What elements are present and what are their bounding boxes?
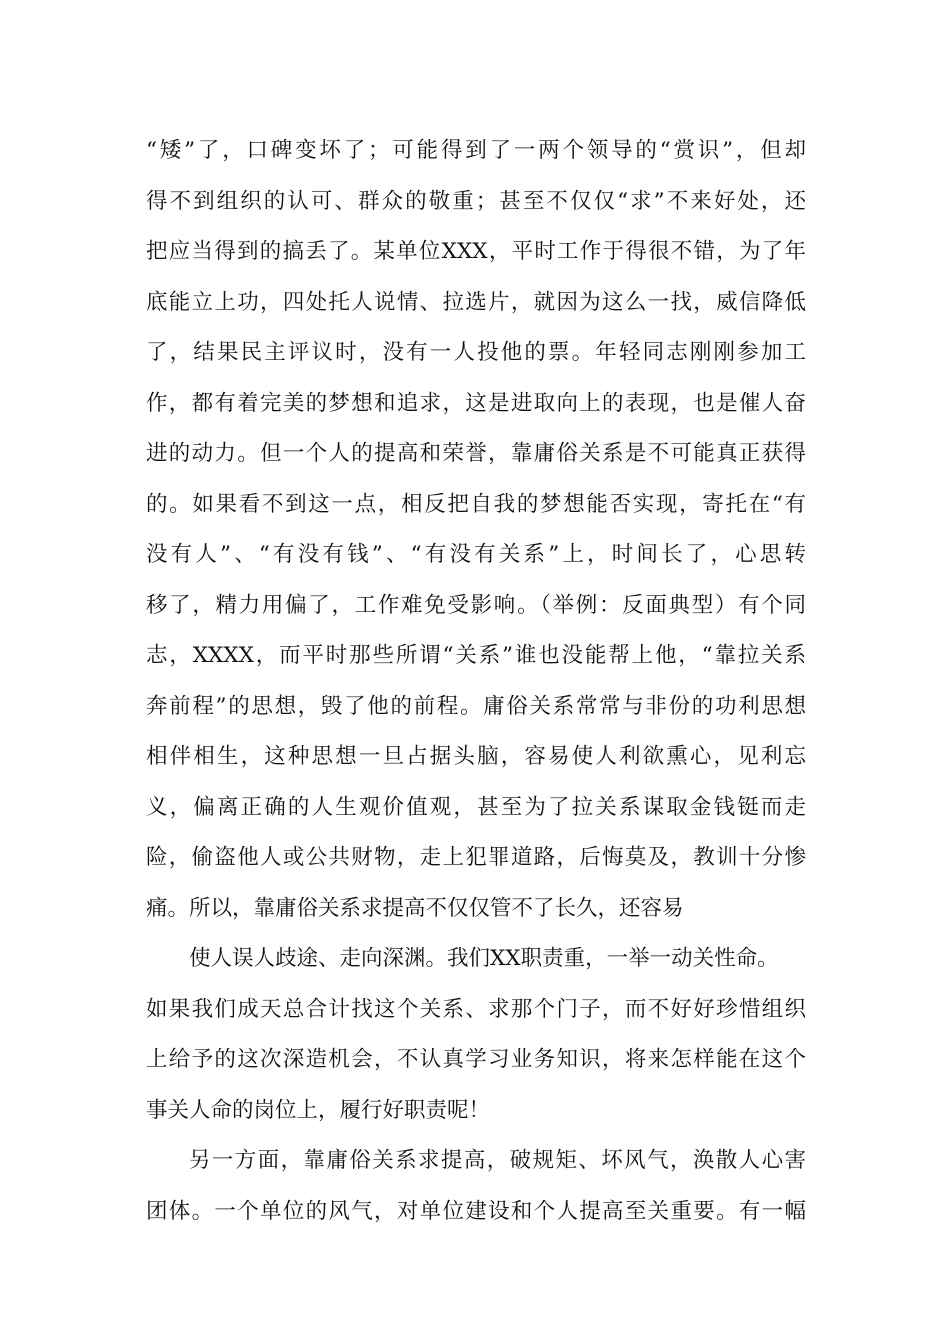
text-line: 的。如果看不到这一点，相反把自我的梦想能否实现，寄托在“有 [146, 492, 806, 517]
paragraph-first-line: 使人误人歧途、走向深渊。我们XX职责重，一举一动关性命。 [189, 946, 779, 971]
text-line: 了，结果民主评议时，没有一人投他的票。年轻同志刚刚参加工 [146, 340, 806, 365]
paragraph-first-line: 另一方面，靠庸俗关系求提高，破规矩、坏风气，涣散人心害 [189, 1148, 806, 1173]
text-line: 没有人”、“有没有钱”、“有没有关系”上，时间长了，心思转 [146, 542, 806, 567]
text-line: 得不到组织的认可、群众的敬重；甚至不仅仅“求”不来好处，还 [146, 189, 806, 214]
text-line: 义，偏离正确的人生观价值观，甚至为了拉关系谋取金钱铤而走 [146, 795, 806, 820]
text-line: 团体。一个单位的风气，对单位建设和个人提高至关重要。有一幅 [146, 1199, 806, 1224]
text-line: 志，XXXX，而平时那些所谓“关系”谁也没能帮上他，“靠拉关系 [146, 643, 806, 668]
text-line: 作，都有着完美的梦想和追求，这是进取向上的表现，也是催人奋 [146, 391, 806, 416]
text-line: 相伴相生，这种思想一旦占据头脑，容易使人利欲熏心，见利忘 [146, 744, 806, 769]
text-line: “矮”了，口碑变坏了；可能得到了一两个领导的“赏识”，但却 [146, 138, 806, 163]
text-line: 进的动力。但一个人的提高和荣誉，靠庸俗关系是不可能真正获得 [146, 441, 806, 466]
text-line: 如果我们成天总合计找这个关系、求那个门子，而不好好珍惜组织 [146, 997, 806, 1022]
text-line: 险，偷盗他人或公共财物，走上犯罪道路，后悔莫及，教训十分惨 [146, 845, 806, 870]
text-line: 移了，精力用偏了，工作难免受影响。（举例：反面典型）有个同 [146, 593, 806, 618]
text-line: 上给予的这次深造机会，不认真学习业务知识，将来怎样能在这个 [146, 1047, 806, 1072]
text-line: 奔前程”的思想，毁了他的前程。庸俗关系常常与非份的功利思想 [146, 694, 806, 719]
text-line: 把应当得到的搞丢了。某单位XXX，平时工作于得很不错，为了年 [146, 239, 806, 264]
text-line: 事关人命的岗位上，履行好职责呢！ [146, 1098, 491, 1123]
text-line: 痛。所以，靠庸俗关系求提高不仅仅管不了长久，还容易 [146, 896, 684, 921]
text-line: 底能立上功，四处托人说情、拉选片，就因为这么一找，威信降低 [146, 290, 806, 315]
